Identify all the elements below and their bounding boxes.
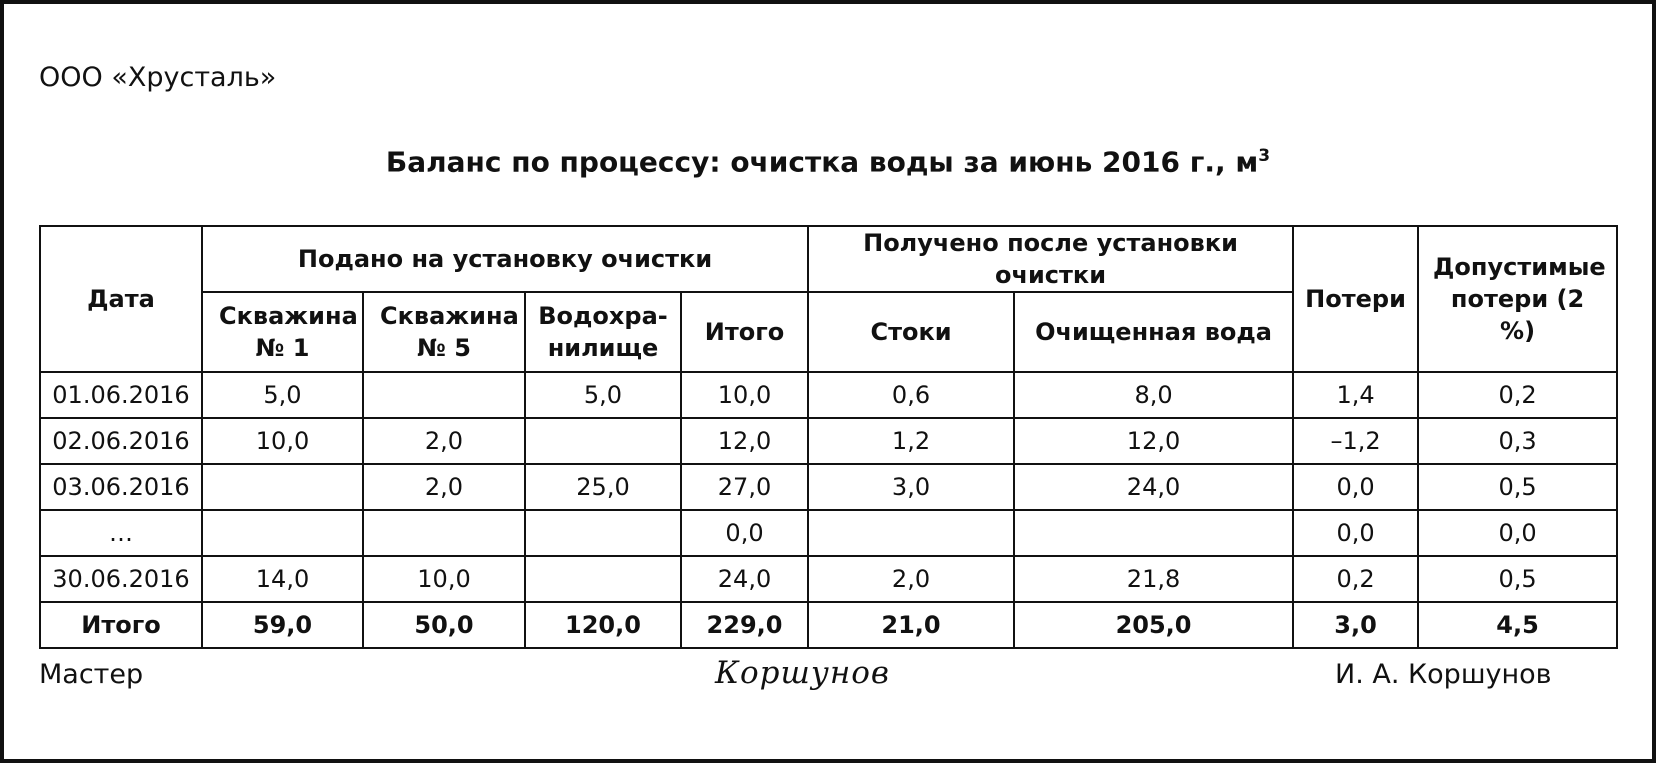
cell-allowed-losses: 0,2 (1418, 372, 1617, 418)
cell-allowed-losses: 0,5 (1418, 464, 1617, 510)
table-row (40, 510, 1617, 556)
cell-supplied-total: 10,0 (681, 372, 808, 418)
cell-well-1: 14,0 (202, 556, 363, 602)
cell-well-1 (202, 510, 363, 556)
cell-losses: 1,4 (1293, 372, 1418, 418)
cell-reservoir: 25,0 (525, 464, 681, 510)
header-allowed-losses: Допустимые потери (2 %) (1418, 226, 1617, 372)
cell-total-reservoir: 120,0 (525, 602, 681, 648)
table-row (40, 556, 1617, 602)
cell-well-5: 2,0 (363, 464, 525, 510)
cell-date: 03.06.2016 (40, 464, 202, 510)
cell-date: … (40, 510, 202, 556)
cell-reservoir (525, 510, 681, 556)
header-received-group: Получено после установки очистки (808, 226, 1293, 292)
header-well-1: Скважина № 1 (202, 292, 363, 372)
cell-total-allowed-losses: 4,5 (1418, 602, 1617, 648)
cell-total-label: Итого (40, 602, 202, 648)
cell-well-5: 2,0 (363, 418, 525, 464)
cell-well-5 (363, 510, 525, 556)
signer-role: Мастер (39, 659, 144, 690)
cell-reservoir (525, 418, 681, 464)
header-well-5: Скважина № 5 (363, 292, 525, 372)
cell-date: 30.06.2016 (40, 556, 202, 602)
header-losses: Потери (1293, 226, 1418, 372)
cell-purified: 24,0 (1014, 464, 1293, 510)
table-row (40, 464, 1617, 510)
cell-date: 01.06.2016 (40, 372, 202, 418)
cell-supplied-total: 24,0 (681, 556, 808, 602)
cell-purified (1014, 510, 1293, 556)
table-row (40, 418, 1617, 464)
cell-losses: 0,0 (1293, 510, 1418, 556)
total-row (40, 602, 1617, 648)
cell-purified: 12,0 (1014, 418, 1293, 464)
cell-total-well-1: 59,0 (202, 602, 363, 648)
cell-total-supplied: 229,0 (681, 602, 808, 648)
title-text: Баланс по процессу: очистка воды за июнь 2016 г., м (385, 145, 1259, 179)
cell-well-1: 10,0 (202, 418, 363, 464)
table-row (40, 372, 1617, 418)
cell-drains: 0,6 (808, 372, 1014, 418)
cell-allowed-losses: 0,3 (1418, 418, 1617, 464)
cell-allowed-losses: 0,5 (1418, 556, 1617, 602)
cell-reservoir (525, 556, 681, 602)
header-supplied-total: Итого (681, 292, 808, 372)
signature-row (0, 655, 1656, 699)
cell-losses: 0,2 (1293, 556, 1418, 602)
cell-total-losses: 3,0 (1293, 602, 1418, 648)
cell-well-5 (363, 372, 525, 418)
cell-drains: 2,0 (808, 556, 1014, 602)
cell-losses: –1,2 (1293, 418, 1418, 464)
cell-well-1: 5,0 (202, 372, 363, 418)
cell-supplied-total: 0,0 (681, 510, 808, 556)
signer-name: И. А. Коршунов (1335, 659, 1552, 690)
header-reservoir: Водохра-нилище (525, 292, 681, 372)
company-name: ООО «Хрусталь» (39, 62, 277, 93)
cell-purified: 8,0 (1014, 372, 1293, 418)
document-title (0, 136, 1656, 182)
cell-supplied-total: 27,0 (681, 464, 808, 510)
header-purified: Очищенная вода (1014, 292, 1293, 372)
cell-total-purified: 205,0 (1014, 602, 1293, 648)
cell-drains: 3,0 (808, 464, 1014, 510)
title-superscript: 3 (1258, 146, 1271, 166)
cell-total-drains: 21,0 (808, 602, 1014, 648)
cell-drains (808, 510, 1014, 556)
header-row-1 (40, 226, 1617, 292)
cell-total-well-5: 50,0 (363, 602, 525, 648)
header-date: Дата (40, 226, 202, 372)
cell-purified: 21,8 (1014, 556, 1293, 602)
cell-well-5: 10,0 (363, 556, 525, 602)
header-drains: Стоки (808, 292, 1014, 372)
cell-well-1 (202, 464, 363, 510)
handwritten-signature: Коршунов (715, 655, 890, 691)
cell-losses: 0,0 (1293, 464, 1418, 510)
header-supplied-group: Подано на установку очистки (202, 226, 808, 292)
cell-allowed-losses: 0,0 (1418, 510, 1617, 556)
cell-supplied-total: 12,0 (681, 418, 808, 464)
cell-date: 02.06.2016 (40, 418, 202, 464)
cell-reservoir: 5,0 (525, 372, 681, 418)
balance-table (39, 225, 1618, 649)
cell-drains: 1,2 (808, 418, 1014, 464)
